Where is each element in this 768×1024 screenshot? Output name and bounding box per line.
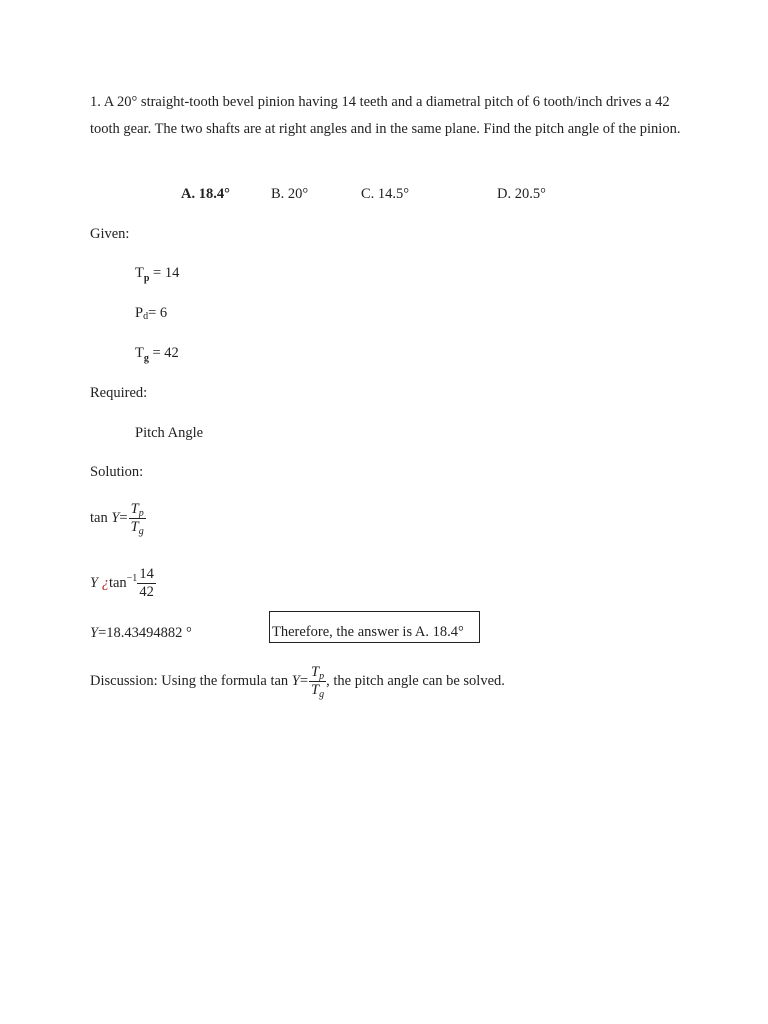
- equation-arctan: Y ¿$\tan^{-1}$ $\frac{14}{42}$: [90, 566, 154, 601]
- answer-text: Therefore, the answer is A. 18.4°: [272, 624, 464, 640]
- given-tg: $T_g = 42$: [135, 345, 179, 364]
- given-heading: Given:: [90, 226, 130, 242]
- solution-heading: Solution:: [90, 464, 144, 480]
- choice-b: B. 20°: [271, 186, 309, 202]
- equation-result: Y=18.43494882 °: [90, 625, 192, 641]
- given-pd: Pd= 6: [135, 305, 168, 322]
- choice-d: D. 20.5°: [497, 186, 546, 202]
- required-heading: Required:: [90, 385, 148, 401]
- discussion: Discussion: Using the formula tan Y= $\frac{T_p}{T_g}$ , the pitch angle can be solved.: [90, 664, 505, 701]
- problem-statement: 1. A 20° straight-tooth bevel pinion having 14 teeth and a diametral pitch of 6 tooth/inch drives a 42 tooth gear. The two shafts are at right angles and in the same plane. Find the pitch angle of the pinion.: [90, 94, 681, 137]
- equation-tan-formula: tan Y= $\frac{T_p}{T_g}$: [90, 501, 144, 538]
- given-tp: $T_p = 14$: [135, 265, 180, 284]
- required-item: Pitch Angle: [135, 425, 204, 441]
- answer-box: [269, 611, 480, 643]
- choice-c: C. 14.5°: [361, 186, 410, 202]
- choice-a: A. 18.4°: [181, 186, 230, 202]
